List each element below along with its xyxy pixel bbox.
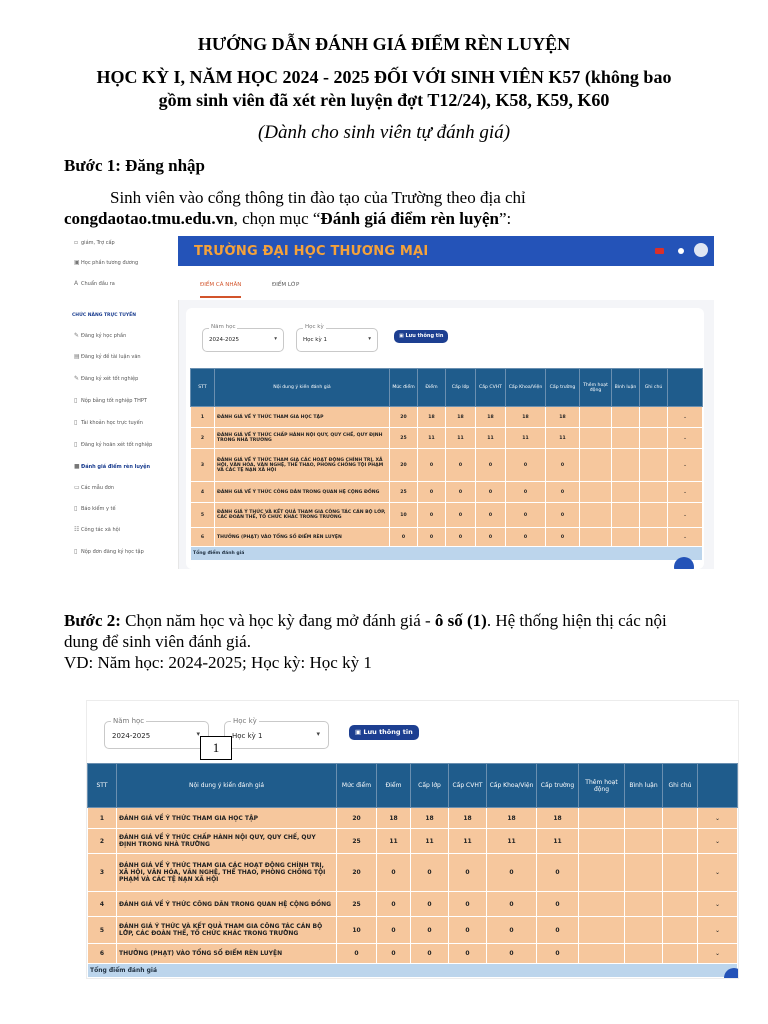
table-row[interactable]: 3 ĐÁNH GIÁ VỀ Ý THỨC THAM GIA CÁC HOẠT ĐỘNG CHÍNH TRỊ, XÃ HỘI, VĂN HÓA, VĂN NGHỆ, THỂ THAO, PHÒNG CHỐNG TỘI PHẠM VÀ CÁC TỆ NẠN XÃ HỘI 20 0 0 0 0 0 ⌄ bbox=[88, 854, 738, 892]
doc-title-line2: HỌC KỲ I, NĂM HỌC 2024 - 2025 ĐỐI VỚI SINH VIÊN K57 (không bao bbox=[96, 67, 672, 87]
table-row[interactable]: 4 ĐÁNH GIÁ VỀ Ý THỨC CÔNG DÂN TRONG QUAN HỆ CỘNG ĐỒNG 25 0 0 0 0 0 ⌄ bbox=[191, 482, 703, 503]
sidebar-item[interactable]: ▭Các mẫu đơn bbox=[74, 484, 114, 491]
avatar-icon[interactable] bbox=[694, 243, 708, 257]
column-header: Điểm bbox=[377, 764, 411, 808]
portal-screenshot-1 bbox=[64, 236, 714, 569]
sidebar-item[interactable]: ▯ Tài khoản học trực tuyến bbox=[74, 419, 143, 426]
sidebar-item[interactable]: A Chuẩn đầu ra bbox=[74, 280, 115, 287]
table-row[interactable]: 6 THƯỞNG (PHẠT) VÀO TỔNG SỐ ĐIỂM RÈN LUYỆN 0 0 0 0 0 0 ⌄ bbox=[191, 528, 703, 547]
table-row[interactable]: 1 ĐÁNH GIÁ VỀ Ý THỨC THAM GIA HỌC TẬP 20 18 18 18 18 18 ⌄ bbox=[88, 808, 738, 829]
caret-down-icon: ▾ bbox=[274, 336, 277, 342]
grade-icon: A bbox=[74, 280, 79, 287]
column-header: Nội dung ý kiến đánh giá bbox=[117, 764, 337, 808]
sidebar-item[interactable]: ▯ Nộp bằng tốt nghiệp THPT bbox=[74, 397, 147, 404]
sidebar bbox=[64, 236, 179, 569]
step2-label: Bước 2: bbox=[64, 611, 121, 630]
column-header: Ghi chú bbox=[663, 764, 698, 808]
chevron-down-icon[interactable]: ⌄ bbox=[698, 854, 738, 892]
box-reference: ô số (1) bbox=[434, 611, 487, 630]
people-icon: ☷ bbox=[74, 526, 80, 533]
chevron-down-icon[interactable]: ⌄ bbox=[698, 944, 738, 964]
chevron-down-icon[interactable]: ⌄ bbox=[698, 917, 738, 944]
term-select[interactable]: Học kỳ Học kỳ 1 ▾ bbox=[224, 721, 329, 749]
chevron-down-icon[interactable]: ⌄ bbox=[668, 482, 703, 503]
sidebar-item[interactable]: ▤Đăng ký đề tài luận văn bbox=[74, 353, 141, 360]
step2-text: Bước 2: Chọn năm học và học kỳ đang mở đánh giá - ô số (1). Hệ thống hiện thị các nội bbox=[64, 611, 667, 630]
year-select[interactable]: Năm học 2024-2025 ▾ bbox=[202, 328, 284, 352]
scroll-top-button[interactable] bbox=[724, 968, 739, 979]
doc-icon: ▤ bbox=[74, 353, 80, 360]
table-row[interactable]: 5 ĐÁNH GIÁ Ý THỨC VÀ KẾT QUẢ THAM GIA CÔNG TÁC CÁN BỘ LỚP, CÁC ĐOÀN THỂ, TỔ CHỨC KHÁC TRONG TRƯỜNG 10 0 0 0 0 0 ⌄ bbox=[88, 917, 738, 944]
column-header: Cấp lớp bbox=[411, 764, 449, 808]
step1-text-cont: congdaotao.tmu.edu.vn, chọn mục “Đánh giá điểm rèn luyện”: bbox=[64, 209, 512, 228]
column-header: Cấp CVHT bbox=[449, 764, 487, 808]
chevron-down-icon[interactable]: ⌄ bbox=[668, 428, 703, 449]
column-header: Mức điểm bbox=[337, 764, 377, 808]
column-header: Điểm bbox=[418, 369, 446, 407]
evaluation-table bbox=[87, 763, 738, 978]
step2-text-cont: dung để sinh viên đánh giá. bbox=[64, 632, 251, 651]
evaluation-panel bbox=[186, 308, 704, 569]
column-header bbox=[668, 369, 703, 407]
file-icon: ▯ bbox=[74, 441, 78, 448]
column-header: Cấp lớp bbox=[446, 369, 476, 407]
chevron-down-icon[interactable]: ⌄ bbox=[668, 528, 703, 547]
step1-title: Bước 1: Đăng nhập bbox=[64, 156, 206, 175]
table-row[interactable]: 2 ĐÁNH GIÁ VỀ Ý THỨC CHẤP HÀNH NỘI QUY, QUY CHẾ, QUY ĐỊNH TRONG NHÀ TRƯỜNG 25 11 11 11 11 11 ⌄ bbox=[191, 428, 703, 449]
bell-icon[interactable] bbox=[678, 248, 684, 254]
caret-down-icon: ▾ bbox=[196, 730, 200, 738]
total-row: Tổng điểm đánh giá bbox=[88, 964, 738, 978]
column-header bbox=[698, 764, 738, 808]
file-icon: ▯ bbox=[74, 397, 78, 404]
chevron-down-icon[interactable]: ⌄ bbox=[668, 449, 703, 482]
column-header: Cấp trường bbox=[537, 764, 579, 808]
column-header: Bình luận bbox=[612, 369, 640, 407]
save-icon: ▣ bbox=[355, 728, 364, 736]
total-row: Tổng điểm đánh giá bbox=[191, 547, 703, 561]
edit-icon: ✎ bbox=[74, 332, 80, 339]
chevron-down-icon[interactable]: ⌄ bbox=[698, 808, 738, 829]
table-row[interactable]: 1 ĐÁNH GIÁ VỀ Ý THỨC THAM GIA HỌC TẬP 20 18 18 18 18 18 ⌄ bbox=[191, 407, 703, 428]
sidebar-item-active[interactable]: ■Đánh giá điểm rèn luyện bbox=[74, 463, 151, 470]
sidebar-item[interactable]: ✎ Đăng ký xét tốt nghiệp bbox=[74, 375, 139, 382]
callout-number: 1 bbox=[200, 736, 232, 760]
file-icon: ▯ bbox=[74, 419, 78, 426]
file-icon: ▯ bbox=[74, 548, 78, 555]
chevron-down-icon[interactable]: ⌄ bbox=[668, 407, 703, 428]
sidebar-item[interactable]: ▫ giám, Trợ cấp bbox=[74, 239, 115, 246]
top-header bbox=[178, 236, 714, 266]
sidebar-item[interactable]: ▯ Nộp đơn đăng ký học tập bbox=[74, 548, 144, 555]
sidebar-item[interactable]: ☷ Công tác xã hội bbox=[74, 526, 121, 533]
save-button[interactable]: ▣ Lưu thông tin bbox=[349, 725, 419, 740]
menu-name: Đánh giá điểm rèn luyện bbox=[320, 209, 499, 228]
doc-subtitle: (Dành cho sinh viên tự đánh giá) bbox=[257, 122, 511, 143]
sidebar-item[interactable]: ▯ Báo kiểm y tế bbox=[74, 505, 116, 512]
school-name: TRƯỜNG ĐẠI HỌC THƯƠNG MẠI bbox=[194, 244, 429, 259]
column-header: Mức điểm bbox=[390, 369, 418, 407]
year-select[interactable]: Năm học 2024-2025 ▾ bbox=[104, 721, 209, 749]
portal-screenshot-2 bbox=[86, 700, 739, 979]
caret-down-icon: ▾ bbox=[368, 336, 371, 342]
table-row[interactable]: 2 ĐÁNH GIÁ VỀ Ý THỨC CHẤP HÀNH NỘI QUY, QUY CHẾ, QUY ĐỊNH TRONG NHÀ TRƯỜNG 25 11 11 11 11 11 ⌄ bbox=[88, 829, 738, 854]
flag-icon[interactable] bbox=[655, 248, 664, 254]
table-row[interactable]: 6 THƯỞNG (PHẠT) VÀO TỔNG SỐ ĐIỂM RÈN LUYỆN 0 0 0 0 0 0 ⌄ bbox=[88, 944, 738, 964]
term-select[interactable]: Học kỳ Học kỳ 1 ▾ bbox=[296, 328, 378, 352]
table-row[interactable]: 4 ĐÁNH GIÁ VỀ Ý THỨC CÔNG DÂN TRONG QUAN HỆ CỘNG ĐỒNG 25 0 0 0 0 0 ⌄ bbox=[88, 892, 738, 917]
doc-title: HƯỚNG DẪN ĐÁNH GIÁ ĐIỂM RÈN LUYỆN bbox=[197, 34, 571, 54]
column-header: Bình luận bbox=[625, 764, 663, 808]
table-header bbox=[191, 369, 703, 407]
caret-down-icon: ▾ bbox=[316, 730, 320, 738]
column-header: Thêm hoạt động bbox=[580, 369, 612, 407]
column-header: Thêm hoạt động bbox=[579, 764, 625, 808]
column-header: Cấp Khoa/Viện bbox=[506, 369, 546, 407]
step2-example: VD: Năm học: 2024-2025; Học kỳ: Học kỳ 1 bbox=[64, 653, 372, 672]
column-header: Cấp Khoa/Viện bbox=[487, 764, 537, 808]
save-icon: ▣ bbox=[399, 333, 406, 339]
column-header: Cấp trường bbox=[546, 369, 580, 407]
column-header: Nội dung ý kiến đánh giá bbox=[215, 369, 390, 407]
doc-title-line3: gồm sinh viên đã xét rèn luyện đợt T12/24), K58, K59, K60 bbox=[158, 90, 610, 110]
sidebar-item[interactable]: ✎ Đăng ký học phần bbox=[74, 332, 127, 339]
tab-personal[interactable]: ĐIỂM CÁ NHÂN bbox=[200, 282, 241, 298]
portal-url: congdaotao.tmu.edu.vn bbox=[64, 209, 234, 228]
evaluation-table bbox=[190, 368, 703, 561]
book-icon: ▣ bbox=[74, 259, 80, 266]
column-header: STT bbox=[88, 764, 117, 808]
chevron-down-icon[interactable]: ⌄ bbox=[698, 829, 738, 854]
file-icon: ▯ bbox=[74, 505, 78, 512]
table-header bbox=[88, 764, 738, 808]
column-header: STT bbox=[191, 369, 215, 407]
calendar-icon: ■ bbox=[74, 463, 80, 470]
sidebar-item[interactable]: ▯ Đăng ký hoãn xét tốt nghiệp bbox=[74, 441, 153, 448]
step1-text: Sinh viên vào cổng thông tin đào tạo của Trường theo địa chỉ bbox=[110, 188, 526, 207]
sidebar-section-title: CHỨC NĂNG TRỰC TUYẾN bbox=[72, 313, 136, 318]
column-header: Cấp CVHT bbox=[476, 369, 506, 407]
column-header: Ghi chú bbox=[640, 369, 668, 407]
edit-icon: ✎ bbox=[74, 375, 80, 382]
tab-class[interactable]: ĐIỂM LỚP bbox=[272, 282, 300, 288]
table-row[interactable]: 5 ĐÁNH GIÁ Ý THỨC VÀ KẾT QUẢ THAM GIA CÔNG TÁC CÁN BỘ LỚP, CÁC ĐOÀN THỂ, TỔ CHỨC KHÁC TRONG TRƯỜNG 10 0 0 0 0 0 ⌄ bbox=[191, 503, 703, 528]
chevron-down-icon[interactable]: ⌄ bbox=[698, 892, 738, 917]
form-icon: ▭ bbox=[74, 484, 80, 491]
save-button[interactable]: ▣ Lưu thông tin bbox=[394, 330, 448, 343]
tab-bar bbox=[178, 266, 714, 300]
chevron-down-icon[interactable]: ⌄ bbox=[668, 503, 703, 528]
sidebar-item[interactable]: ▣Học phần tương đương bbox=[74, 259, 139, 266]
table-row[interactable]: 3 ĐÁNH GIÁ VỀ Ý THỨC THAM GIA CÁC HOẠT ĐỘNG CHÍNH TRỊ, XÃ HỘI, VĂN HÓA, VĂN NGHỆ, THỂ THAO, PHÒNG CHỐNG TỘI PHẠM VÀ CÁC TỆ NẠN XÃ HỘI 20 0 0 0 0 0 ⌄ bbox=[191, 449, 703, 482]
